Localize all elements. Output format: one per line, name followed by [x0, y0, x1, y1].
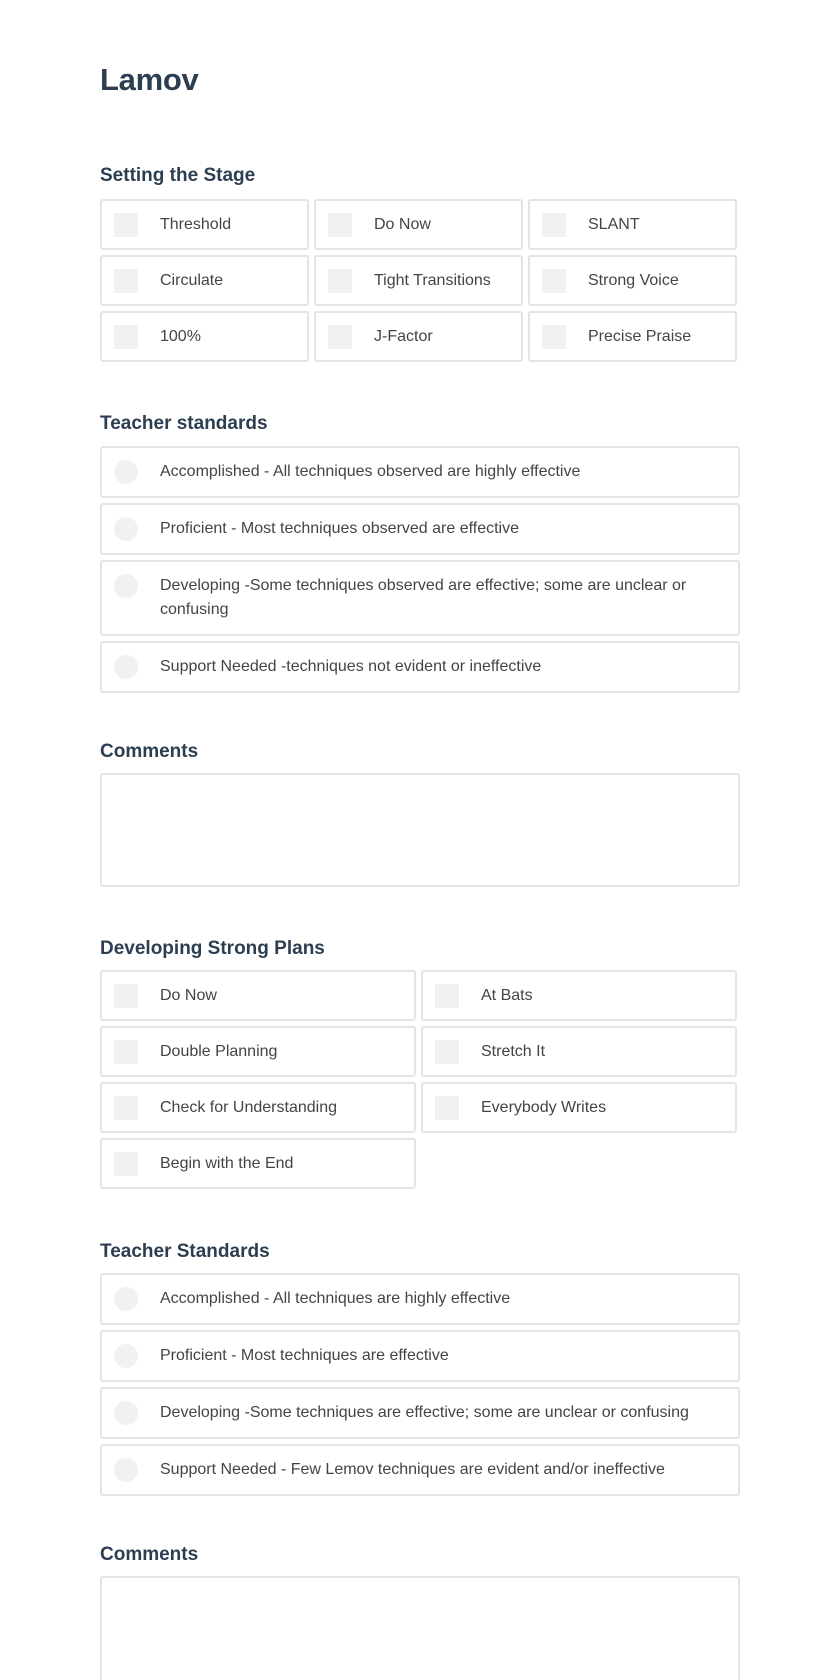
teacher-standards-1-radio-group	[100, 446, 740, 698]
checkbox-icon[interactable]	[114, 213, 138, 237]
checkbox-icon[interactable]	[542, 325, 566, 349]
checkbox-label: At Bats	[481, 986, 533, 1004]
radio-label: Proficient - Most techniques are effective	[160, 1347, 449, 1364]
checkbox-label: Circulate	[160, 271, 224, 289]
checkbox-label: Everybody Writes	[481, 1098, 607, 1116]
checkbox-icon[interactable]	[435, 984, 459, 1008]
checkbox-label: Begin with the End	[160, 1154, 294, 1172]
radio-accomplished-2[interactable]	[100, 1273, 740, 1325]
checkbox-label: Check for Understanding	[160, 1098, 337, 1116]
radio-label: Accomplished - All techniques observed are highly effective	[160, 463, 581, 480]
radio-proficient[interactable]	[100, 503, 740, 555]
checkbox-icon[interactable]	[542, 269, 566, 293]
checkbox-threshold[interactable]	[100, 199, 309, 250]
checkbox-icon[interactable]	[114, 984, 138, 1008]
checkbox-label: Threshold	[160, 215, 232, 233]
section-title-teacher-standards-1: Teacher standards	[100, 413, 268, 434]
radio-support-needed-2[interactable]	[100, 1444, 740, 1496]
form-title: Lamov	[100, 62, 199, 97]
checkbox-check-for-understanding[interactable]	[100, 1082, 416, 1133]
checkbox-100-percent[interactable]	[100, 311, 309, 362]
comments-1-textarea[interactable]	[100, 773, 740, 887]
checkbox-label: 100%	[160, 327, 201, 345]
setting-stage-checkbox-group	[100, 199, 737, 362]
checkbox-icon[interactable]	[328, 325, 352, 349]
radio-label: Accomplished - All techniques are highly effective	[160, 1290, 511, 1307]
checkbox-icon[interactable]	[114, 325, 138, 349]
checkbox-stretch-it[interactable]	[421, 1026, 737, 1077]
checkbox-icon[interactable]	[542, 213, 566, 237]
checkbox-icon[interactable]	[435, 1096, 459, 1120]
checkbox-label: SLANT	[588, 215, 640, 233]
strong-plans-checkbox-group	[100, 970, 737, 1189]
checkbox-icon[interactable]	[435, 1040, 459, 1064]
checkbox-label: Double Planning	[160, 1042, 278, 1060]
radio-support-needed[interactable]	[100, 641, 740, 693]
teacher-standards-2-radio-group	[100, 1273, 740, 1501]
radio-icon[interactable]	[114, 655, 138, 679]
checkbox-j-factor[interactable]	[314, 311, 523, 362]
checkbox-everybody-writes[interactable]	[421, 1082, 737, 1133]
radio-icon[interactable]	[114, 517, 138, 541]
checkbox-at-bats[interactable]	[421, 970, 737, 1021]
radio-label: Developing -Some techniques are effective; some are unclear or confusing	[160, 1404, 689, 1421]
checkbox-tight-transitions[interactable]	[314, 255, 523, 306]
checkbox-precise-praise[interactable]	[528, 311, 737, 362]
radio-icon[interactable]	[114, 460, 138, 484]
radio-label: Developing -Some techniques observed are effective; some are unclear or confusing	[160, 577, 687, 618]
checkbox-label: Do Now	[160, 986, 217, 1004]
checkbox-icon[interactable]	[114, 1096, 138, 1120]
radio-icon[interactable]	[114, 1458, 138, 1482]
radio-developing[interactable]	[100, 560, 740, 636]
section-title-teacher-standards-2: Teacher Standards	[100, 1241, 270, 1262]
radio-developing-2[interactable]	[100, 1387, 740, 1439]
section-title-developing-strong-plans: Developing Strong Plans	[100, 938, 325, 959]
checkbox-begin-with-the-end[interactable]	[100, 1138, 416, 1189]
radio-label: Proficient - Most techniques observed are effective	[160, 520, 519, 537]
radio-label: Support Needed - Few Lemov techniques are evident and/or ineffective	[160, 1461, 665, 1478]
checkbox-icon[interactable]	[114, 269, 138, 293]
checkbox-label: Tight Transitions	[374, 271, 491, 289]
checkbox-slant[interactable]	[528, 199, 737, 250]
checkbox-icon[interactable]	[114, 1152, 138, 1176]
section-title-comments-1: Comments	[100, 741, 199, 762]
checkbox-do-now[interactable]	[314, 199, 523, 250]
checkbox-label: Strong Voice	[588, 271, 679, 289]
radio-label: Support Needed -techniques not evident or ineffective	[160, 658, 542, 675]
checkbox-icon[interactable]	[328, 269, 352, 293]
checkbox-double-planning[interactable]	[100, 1026, 416, 1077]
radio-icon[interactable]	[114, 574, 138, 598]
checkbox-label: Precise Praise	[588, 327, 692, 345]
section-title-setting-stage: Setting the Stage	[100, 165, 256, 186]
checkbox-do-now-2[interactable]	[100, 970, 416, 1021]
radio-icon[interactable]	[114, 1287, 138, 1311]
radio-icon[interactable]	[114, 1344, 138, 1368]
radio-accomplished[interactable]	[100, 446, 740, 498]
radio-proficient-2[interactable]	[100, 1330, 740, 1382]
comments-2-textarea[interactable]	[100, 1576, 740, 1680]
checkbox-circulate[interactable]	[100, 255, 309, 306]
checkbox-icon[interactable]	[328, 213, 352, 237]
checkbox-icon[interactable]	[114, 1040, 138, 1064]
radio-icon[interactable]	[114, 1401, 138, 1425]
checkbox-label: J-Factor	[374, 327, 433, 345]
checkbox-strong-voice[interactable]	[528, 255, 737, 306]
checkbox-label: Do Now	[374, 215, 431, 233]
section-title-comments-2: Comments	[100, 1544, 199, 1565]
checkbox-label: Stretch It	[481, 1042, 546, 1060]
